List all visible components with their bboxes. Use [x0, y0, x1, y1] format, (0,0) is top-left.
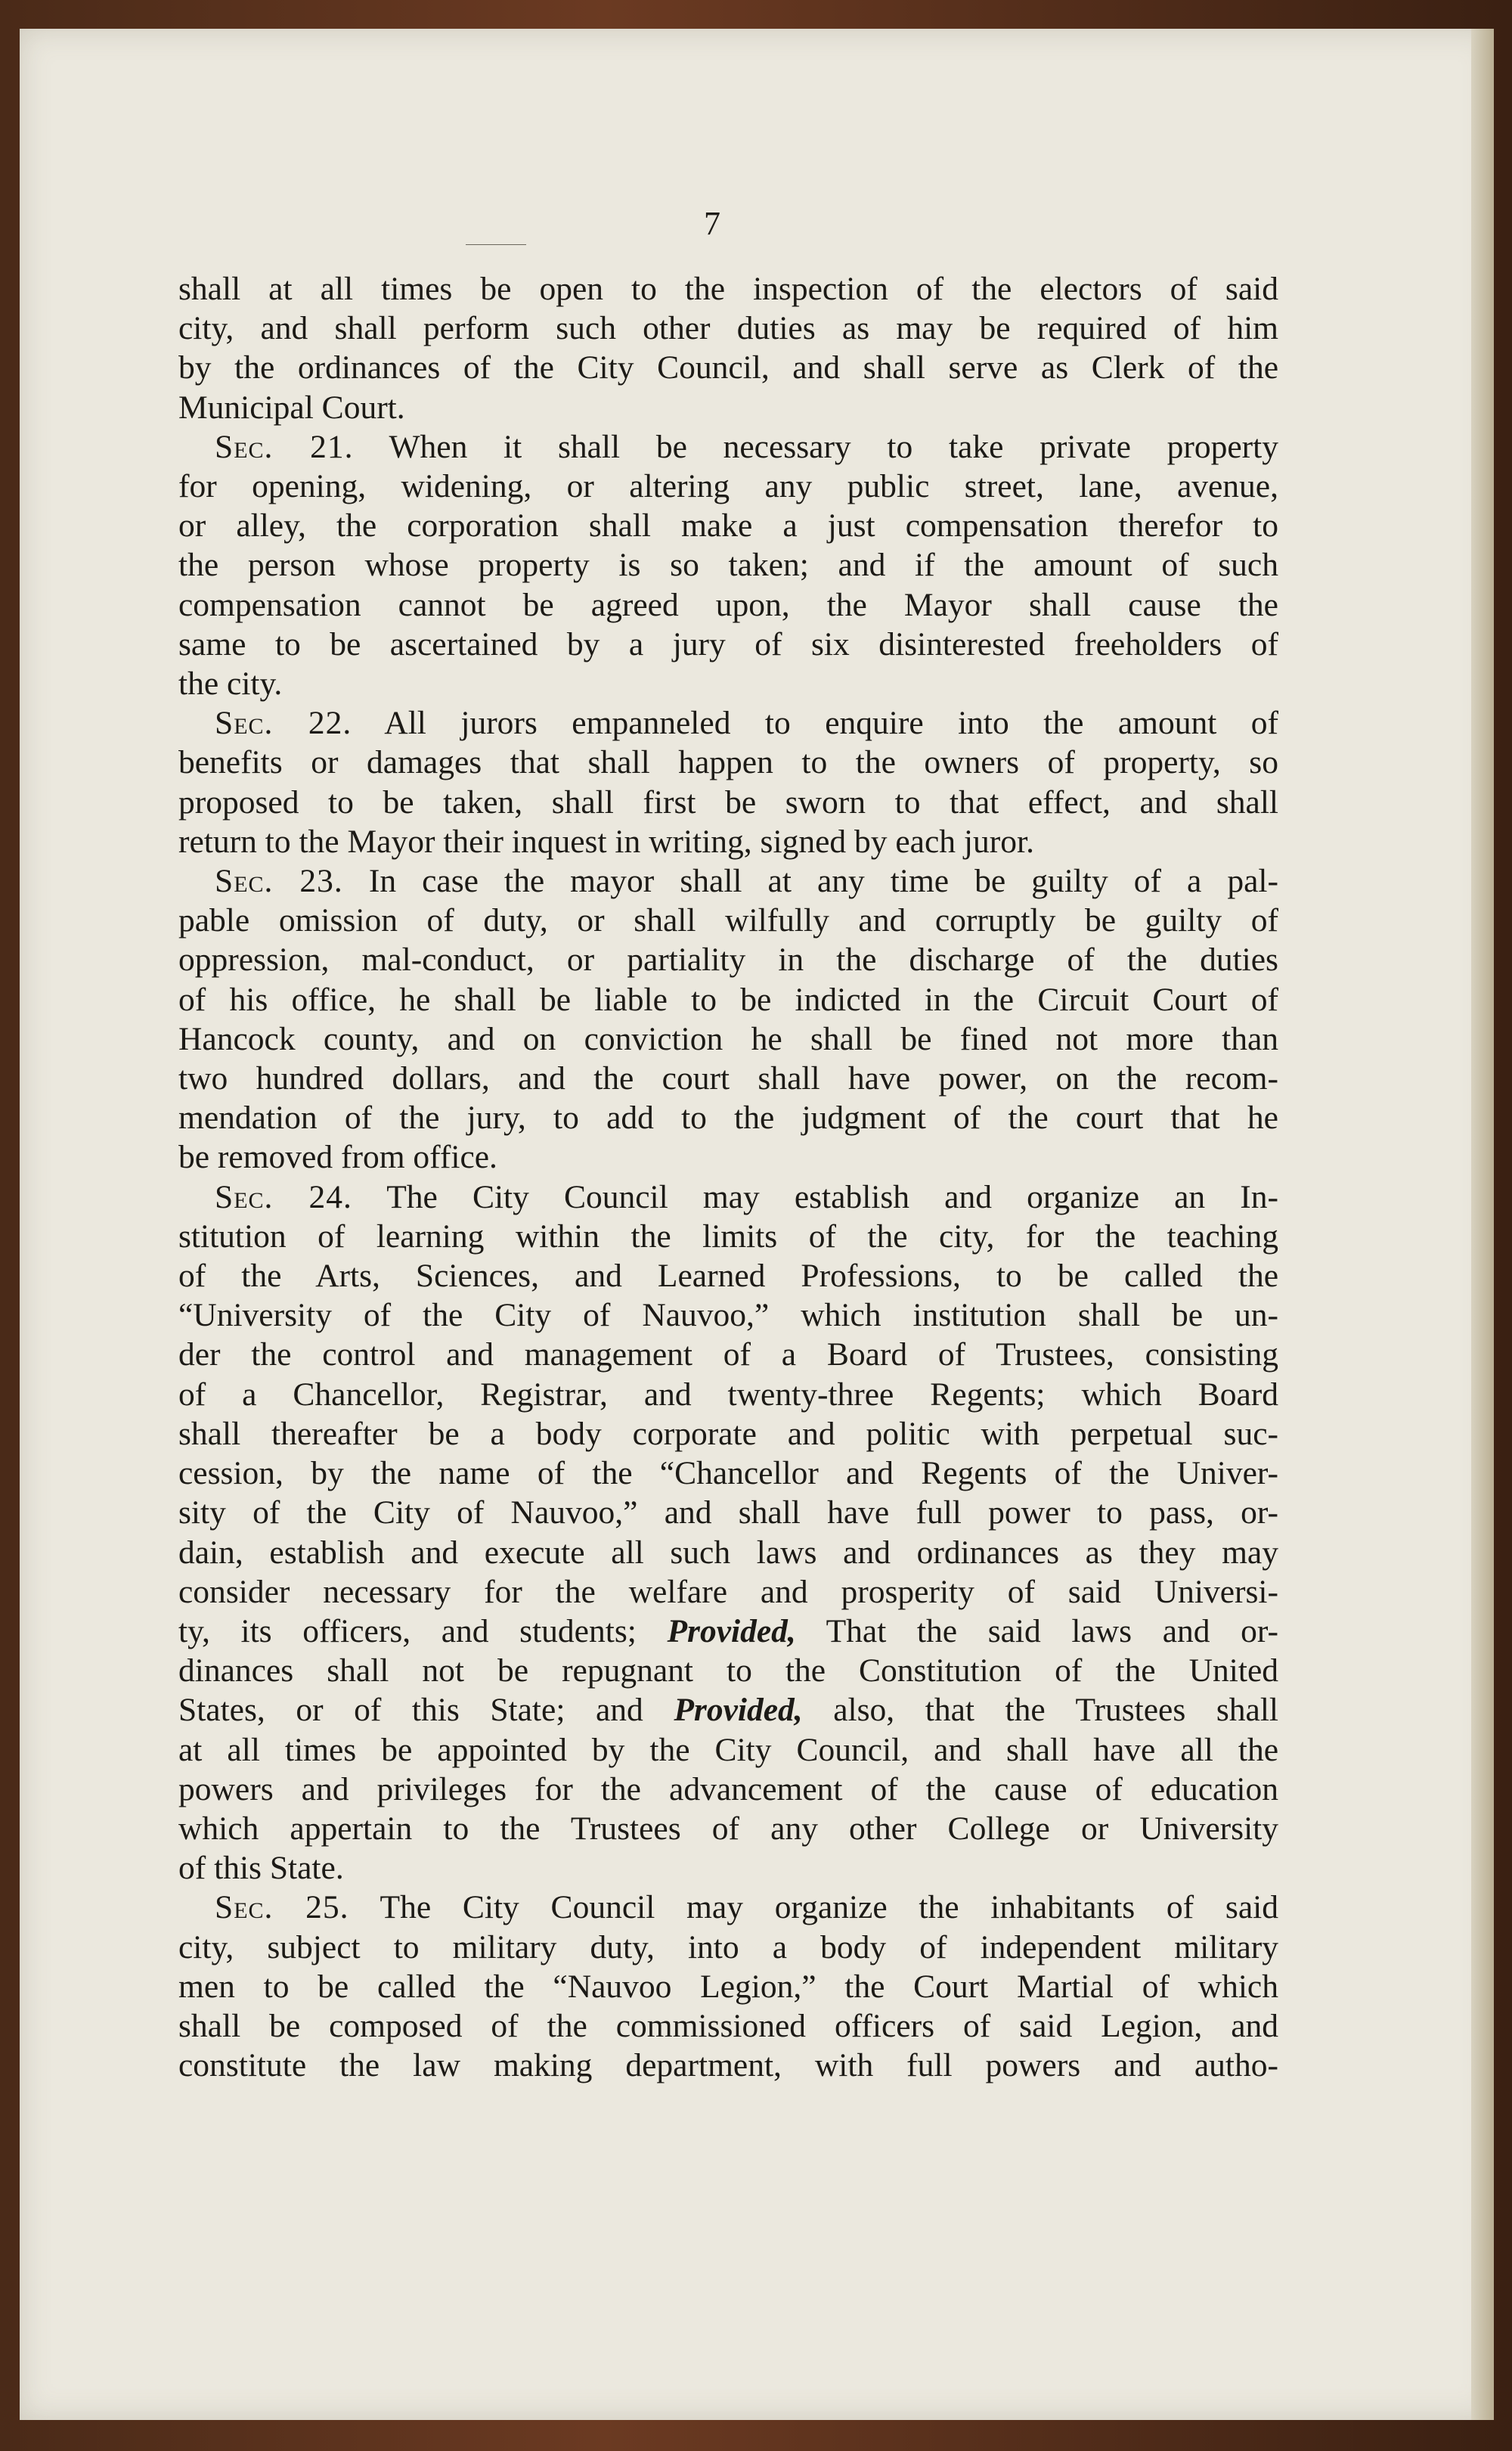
italic-proviso: Provided,	[674, 1692, 803, 1729]
text-line: be removed from office.	[178, 1139, 497, 1176]
text-line: city, and shall perform such other duties as may be required of him	[178, 310, 1278, 347]
text-line: consider necessary for the welfare and prosperity of said Universi-	[178, 1573, 1278, 1610]
text-line: oppression, mal-conduct, or partiality in the discharge of the duties	[178, 942, 1278, 979]
text-line: Sec. 21. When it shall be necessary to take private property	[215, 428, 1279, 465]
section-number: Sec. 23.	[215, 863, 343, 900]
section-number: Sec. 21.	[215, 428, 354, 465]
text-line: men to be called the “Nauvoo Legion,” the Court Martial of which	[178, 1968, 1278, 2005]
header-rule	[466, 244, 526, 245]
text-line: of the Arts, Sciences, and Learned Professions, to be called the	[178, 1258, 1278, 1295]
text-line: two hundred dollars, and the court shall have power, on the recom-	[178, 1060, 1278, 1097]
text-line: Municipal Court.	[178, 389, 405, 426]
text-line: States, or of this State; and Provided, also, that the Trustees shall	[178, 1692, 1278, 1729]
text-line: sity of the City of Nauvoo,” and shall have full power to pass, or-	[178, 1494, 1278, 1531]
text-line: shall thereafter be a body corporate and politic with perpetual suc-	[178, 1415, 1278, 1452]
section-number: Sec. 22.	[215, 705, 352, 742]
text-line: dain, establish and execute all such laws and ordinances as they may	[178, 1534, 1278, 1571]
text-line: at all times be appointed by the City Council, and shall have all the	[178, 1731, 1278, 1768]
text-line: compensation cannot be agreed upon, the Mayor shall cause the	[178, 586, 1278, 623]
text-line: ty, its officers, and students; Provided, That the said laws and or-	[178, 1612, 1278, 1649]
text-line: Sec. 25. The City Council may organize the inhabitants of said	[215, 1889, 1278, 1926]
book-page	[20, 29, 1494, 2420]
text-line: proposed to be taken, shall first be sworn to that effect, and shall	[178, 783, 1278, 821]
text-line: constitute the law making department, with full powers and autho-	[178, 2047, 1278, 2084]
text-line: shall at all times be open to the inspection of the electors of said	[178, 271, 1278, 307]
text-line: which appertain to the Trustees of any other College or University	[178, 1810, 1278, 1847]
text-line: city, subject to military duty, into a body of independent military	[178, 1928, 1278, 1965]
text-line: of this State.	[178, 1850, 344, 1887]
text-line: der the control and management of a Board of Trustees, consisting	[178, 1336, 1278, 1373]
text-line: same to be ascertained by a jury of six disinterested freeholders of	[178, 625, 1278, 662]
text-line: of a Chancellor, Registrar, and twenty-three Regents; which Board	[178, 1376, 1278, 1413]
text-line: Sec. 22. All jurors empanneled to enquire into the amount of	[215, 705, 1279, 742]
text-line: benefits or damages that shall happen to the owners of property, so	[178, 744, 1278, 781]
page-number: 7	[704, 205, 720, 242]
text-line: the city.	[178, 665, 283, 703]
text-line: Hancock county, and on conviction he shall be fined not more than	[178, 1020, 1278, 1057]
page-edge	[1471, 29, 1494, 2420]
text-line: “University of the City of Nauvoo,” which institution shall be un-	[178, 1297, 1278, 1334]
text-line: for opening, widening, or altering any public street, lane, avenue,	[178, 468, 1278, 505]
text-line: the person whose property is so taken; and if the amount of such	[178, 547, 1278, 584]
italic-proviso: Provided,	[667, 1612, 796, 1649]
text-line: of his office, he shall be liable to be indicted in the Circuit Court of	[178, 981, 1278, 1018]
text-line: shall be composed of the commissioned officers of said Legion, and	[178, 2007, 1278, 2044]
text-line: cession, by the name of the “Chancellor and Regents of the Univer-	[178, 1455, 1278, 1492]
text-line: Sec. 24. The City Council may establish and organize an In-	[215, 1178, 1279, 1215]
text-line: Sec. 23. In case the mayor shall at any time be guilty of a pal-	[215, 863, 1278, 900]
section-number: Sec. 24.	[215, 1178, 352, 1215]
body-text	[178, 269, 1278, 2085]
section-number: Sec. 25.	[215, 1889, 349, 1926]
text-line: by the ordinances of the City Council, and shall serve as Clerk of the	[178, 349, 1278, 386]
text-line: pable omission of duty, or shall wilfully and corruptly be guilty of	[178, 902, 1278, 939]
text-line: stitution of learning within the limits of the city, for the teaching	[178, 1218, 1278, 1255]
text-line: powers and privileges for the advancement of the cause of education	[178, 1770, 1278, 1807]
text-line: or alley, the corporation shall make a just compensation therefor to	[178, 507, 1278, 544]
text-line: mendation of the jury, to add to the judgment of the court that he	[178, 1100, 1278, 1137]
text-line: return to the Mayor their inquest in writing, signed by each juror.	[178, 823, 1034, 860]
text-line: dinances shall not be repugnant to the Constitution of the United	[178, 1652, 1278, 1689]
